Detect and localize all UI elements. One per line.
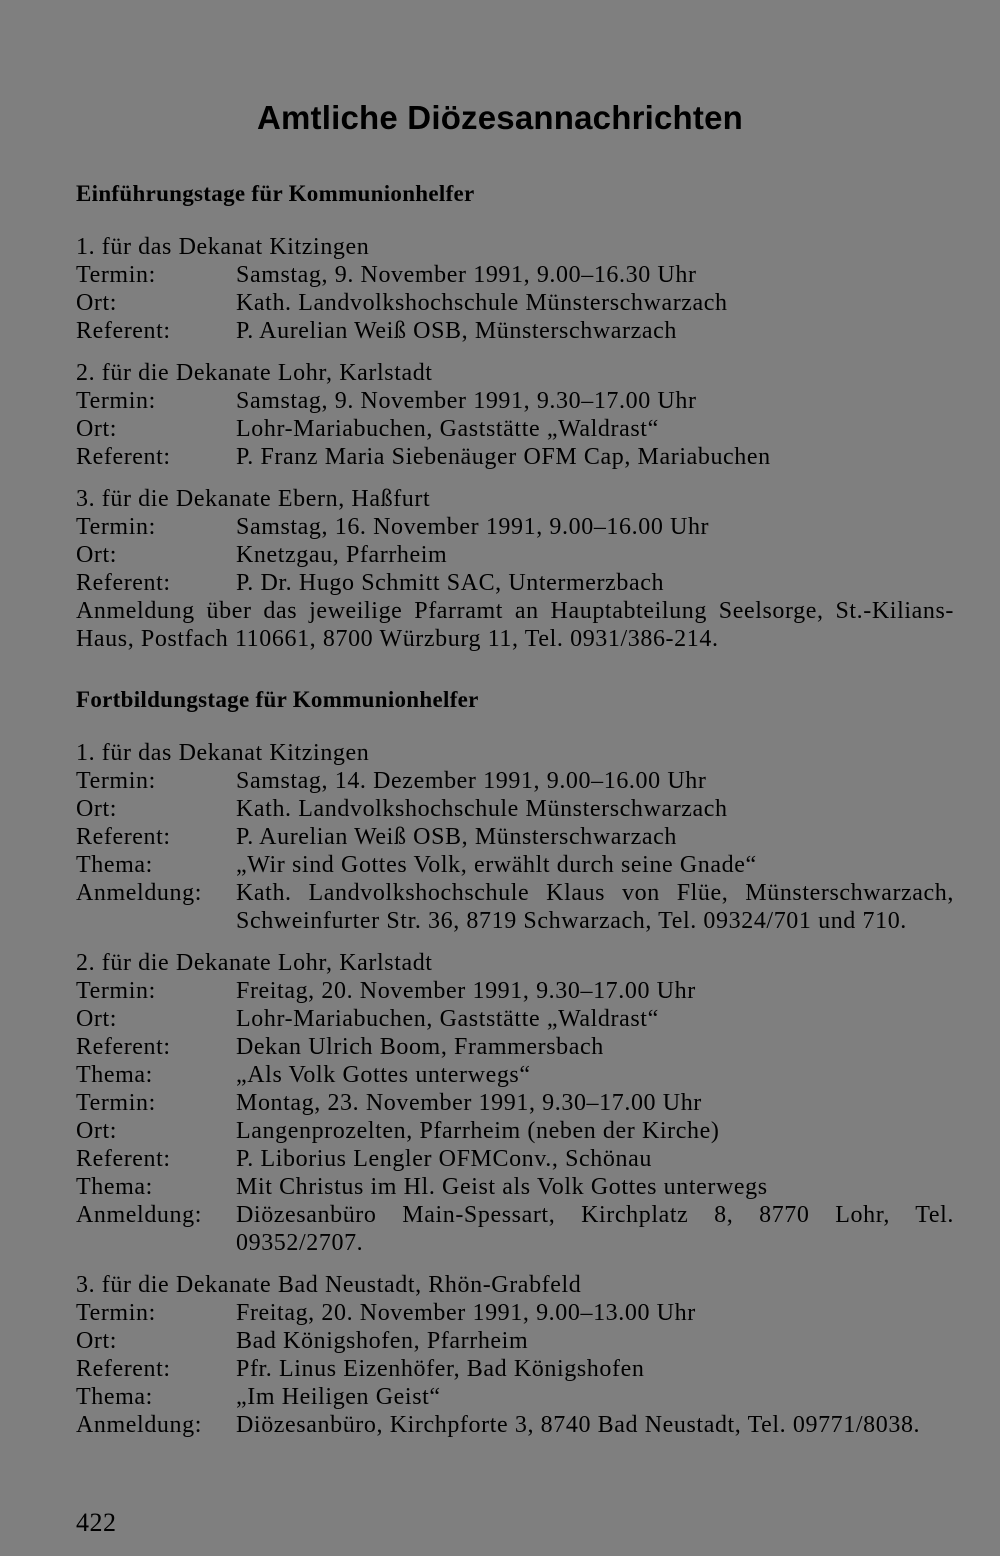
row-label: Ort: [76,542,118,568]
entry-title: 2. für die Dekanate Lohr, Karlstadt [76,360,433,386]
entry-kitzingen [76,233,954,345]
entry-title: 3. für die Dekanate Ebern, Haßfurt [76,486,431,512]
row-label: Thema: [76,1174,153,1200]
detail-row [76,851,954,879]
row-label: Referent: [76,444,171,470]
row-value: Pfr. Linus Eizenhöfer, Bad Königshofen [236,1356,645,1382]
page-title: Amtliche Diözesannachrichten [256,99,744,136]
entry-title: 1. für das Dekanat Kitzingen [76,234,370,260]
page-number: 422 [76,1508,117,1537]
detail-row [76,1005,954,1033]
detail-row [76,415,954,443]
row-value: Samstag, 16. November 1991, 9.00–16.00 Uhr [236,514,710,540]
row-label: Anmeldung: [76,1412,202,1438]
row-value: Kath. Landvolkshochschule Klaus von Flüe, Münsterschwarzach, Schweinfurter Str. 36, 8719 Schwarzach, Tel. 09324/701 und 710. [236,880,954,934]
section-einfuehrungstage [76,180,954,653]
entry-bad-neustadt-rhoen-grabfeld [76,1271,954,1439]
row-value: „Als Volk Gottes unterwegs“ [236,1062,531,1088]
detail-row [76,795,954,823]
row-value: P. Dr. Hugo Schmitt SAC, Untermerzbach [236,570,665,596]
row-value: Knetzgau, Pfarrheim [236,542,448,568]
row-label: Ort: [76,416,118,442]
detail-row [76,977,954,1005]
row-label: Thema: [76,1384,153,1410]
row-label: Termin: [76,978,156,1004]
detail-row [76,1173,954,1201]
detail-row [76,569,954,597]
row-value: P. Franz Maria Siebenäuger OFM Cap, Mariabuchen [236,444,771,470]
detail-row [76,1145,954,1173]
detail-row [76,1061,954,1089]
row-value: Lohr-Mariabuchen, Gaststätte „Waldrast“ [236,416,659,442]
row-label: Referent: [76,824,171,850]
row-value: „Im Heiligen Geist“ [236,1384,441,1410]
entry-title: 3. für die Dekanate Bad Neustadt, Rhön-Grabfeld [76,1272,582,1298]
row-value: Mit Christus im Hl. Geist als Volk Gottes unterwegs [236,1174,768,1200]
row-value: Samstag, 9. November 1991, 9.30–17.00 Uhr [236,388,697,414]
entry-lohr-karlstadt [76,949,954,1257]
row-value: Bad Königshofen, Pfarrheim [236,1328,529,1354]
detail-row [76,879,954,935]
detail-row [76,289,954,317]
detail-row [76,387,954,415]
row-label: Termin: [76,514,156,540]
detail-row [76,1201,954,1257]
row-value: Montag, 23. November 1991, 9.30–17.00 Uhr [236,1090,702,1116]
detail-row [76,1355,954,1383]
section-heading: Einführungstage für Kommunionhelfer [76,181,475,206]
row-label: Ort: [76,1006,118,1032]
row-label: Thema: [76,1062,153,1088]
row-value: P. Aurelian Weiß OSB, Münsterschwarzach [236,318,677,344]
row-value: „Wir sind Gottes Volk, erwählt durch seine Gnade“ [236,852,757,878]
detail-row [76,541,954,569]
row-label: Termin: [76,768,156,794]
row-label: Ort: [76,290,118,316]
row-label: Termin: [76,1090,156,1116]
row-value: Freitag, 20. November 1991, 9.00–13.00 Uhr [236,1300,696,1326]
row-label: Anmeldung: [76,880,202,906]
detail-row [76,1089,954,1117]
row-value: P. Liborius Lengler OFMConv., Schönau [236,1146,652,1172]
detail-row [76,443,954,471]
section-fortbildungstage [76,686,954,1439]
entry-ebern-hassfurt [76,485,954,597]
row-label: Termin: [76,388,156,414]
row-value: Diözesanbüro Main-Spessart, Kirchplatz 8, 8770 Lohr, Tel. 09352/2707. [236,1202,954,1256]
row-value: Samstag, 9. November 1991, 9.00–16.30 Uhr [236,262,697,288]
detail-row [76,823,954,851]
row-label: Termin: [76,262,156,288]
entry-title: 2. für die Dekanate Lohr, Karlstadt [76,950,433,976]
entry-title: 1. für das Dekanat Kitzingen [76,740,370,766]
row-label: Ort: [76,796,118,822]
detail-row [76,1033,954,1061]
detail-row [76,1299,954,1327]
row-value: Dekan Ulrich Boom, Frammersbach [236,1034,604,1060]
row-label: Ort: [76,1118,118,1144]
row-label: Referent: [76,1146,171,1172]
row-value: Diözesanbüro, Kirchpforte 3, 8740 Bad Neustadt, Tel. 09771/8038. [236,1412,921,1438]
section-heading: Fortbildungstage für Kommunionhelfer [76,687,479,712]
row-value: Langenprozelten, Pfarrheim (neben der Kirche) [236,1118,720,1144]
detail-row [76,1327,954,1355]
row-label: Anmeldung: [76,1202,202,1228]
row-label: Thema: [76,852,153,878]
row-value: Freitag, 20. November 1991, 9.30–17.00 Uhr [236,978,696,1004]
row-label: Referent: [76,1356,171,1382]
detail-row [76,767,954,795]
detail-row [76,1411,954,1439]
entry-lohr-karlstadt [76,359,954,471]
row-value: Kath. Landvolkshochschule Münsterschwarzach [236,796,728,822]
row-label: Termin: [76,1300,156,1326]
entry-kitzingen [76,739,954,935]
row-label: Ort: [76,1328,118,1354]
detail-row [76,1383,954,1411]
registration-note: Anmeldung über das jeweilige Pfarramt an Hauptabteilung Seelsorge, St.-Kilians-Haus, Postfach 110661, 8700 Würzburg 11, Tel. 0931/386-214. [76,598,954,652]
row-value: Lohr-Mariabuchen, Gaststätte „Waldrast“ [236,1006,659,1032]
detail-row [76,317,954,345]
row-label: Referent: [76,1034,171,1060]
detail-row [76,1117,954,1145]
row-label: Referent: [76,318,171,344]
row-value: P. Aurelian Weiß OSB, Münsterschwarzach [236,824,677,850]
row-label: Referent: [76,570,171,596]
row-value: Kath. Landvolkshochschule Münsterschwarzach [236,290,728,316]
detail-row [76,513,954,541]
row-value: Samstag, 14. Dezember 1991, 9.00–16.00 Uhr [236,768,707,794]
detail-row [76,261,954,289]
